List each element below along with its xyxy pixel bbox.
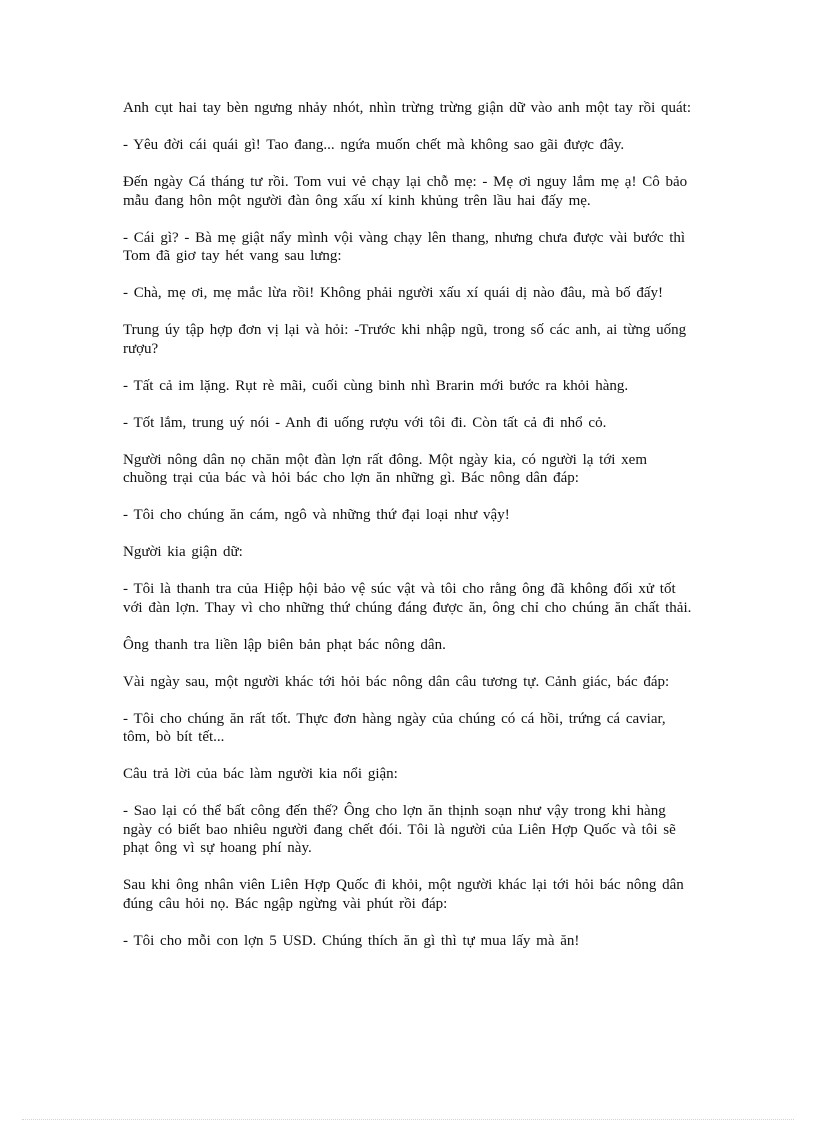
paragraph: Người nông dân nọ chăn một đàn lợn rất đông. Một ngày kia, có người lạ tới xem chuồng trại của bác và hỏi bác cho lợn ăn những gì. Bác nông dân đáp: [123,451,647,486]
page-bottom-divider [22,1119,794,1120]
paragraph: - Sao lại có thể bất công đến thế? Ông cho lợn ăn thịnh soạn như vậy trong khi hàng ngày có biết bao nhiêu người đang chết đói. Tôi là người của Liên Hợp Quốc và tôi sẽ phạt ông vì sự hoang phí này. [123,803,676,856]
document-body [123,99,693,969]
paragraph: Câu trả lời của bác làm người kia nổi giận: [123,766,398,782]
paragraph: - Tôi cho mỗi con lợn 5 USD. Chúng thích ăn gì thì tự mua lấy mà ăn! [123,932,580,949]
paragraph: - Tôi cho chúng ăn cám, ngô và những thứ đại loại như vậy! [123,507,510,523]
paragraph: Trung úy tập hợp đơn vị lại và hỏi: -Trước khi nhập ngũ, trong số các anh, ai từng uống rượu? [123,322,687,357]
paragraph: - Tốt lắm, trung uý nói - Anh đi uống rượu với tôi đi. Còn tất cả đi nhổ cỏ. [123,414,607,431]
paragraph: Vài ngày sau, một người khác tới hỏi bác nông dân câu tương tự. Cảnh giác, bác đáp: [123,673,670,690]
paragraph: Anh cụt hai tay bèn ngưng nhảy nhót, nhìn trừng trừng giận dữ vào anh một tay rồi quát: [123,100,692,116]
paragraph: Sau khi ông nhân viên Liên Hợp Quốc đi khỏi, một người khác lại tới hỏi bác nông dân đúng câu hỏi nọ. Bác ngập ngừng vài phút rồi đáp: [123,877,684,912]
paragraph: - Tôi cho chúng ăn rất tốt. Thực đơn hàng ngày của chúng có cá hồi, trứng cá caviar, tôm, bò bít tết... [123,710,666,745]
paragraph: - Yêu đời cái quái gì! Tao đang... ngứa muốn chết mà không sao gãi được đây. [123,137,625,153]
paragraph: - Tôi là thanh tra của Hiệp hội bảo vệ súc vật và tôi cho rằng ông đã không đối xử tốt với đàn lợn. Thay vì cho những thứ chúng đáng được ăn, ông chỉ cho chúng ăn chất thải. [123,581,692,616]
paragraph: - Chà, mẹ ơi, mẹ mắc lừa rồi! Không phải người xấu xí quái dị nào đâu, mà bố đấy! [123,285,664,301]
paragraph: Đến ngày Cá tháng tư rồi. Tom vui vẻ chạy lại chỗ mẹ: - Mẹ ơi nguy lắm mẹ ạ! Cô bảo mẫu đang hôn một người đàn ông xấu xí kinh khủng trên lầu hai đấy mẹ. [123,174,688,209]
paragraph: Ông thanh tra liền lập biên bản phạt bác nông dân. [123,636,446,653]
paragraph: - Tất cả im lặng. Rụt rè mãi, cuối cùng binh nhì Brarin mới bước ra khỏi hàng. [123,377,629,394]
paragraph: - Cái gì? - Bà mẹ giật nẩy mình vội vàng chạy lên thang, nhưng chưa được vài bước thì Tom đã giơ tay hét vang sau lưng: [123,229,686,264]
paragraph: Người kia giận dữ: [123,544,243,560]
